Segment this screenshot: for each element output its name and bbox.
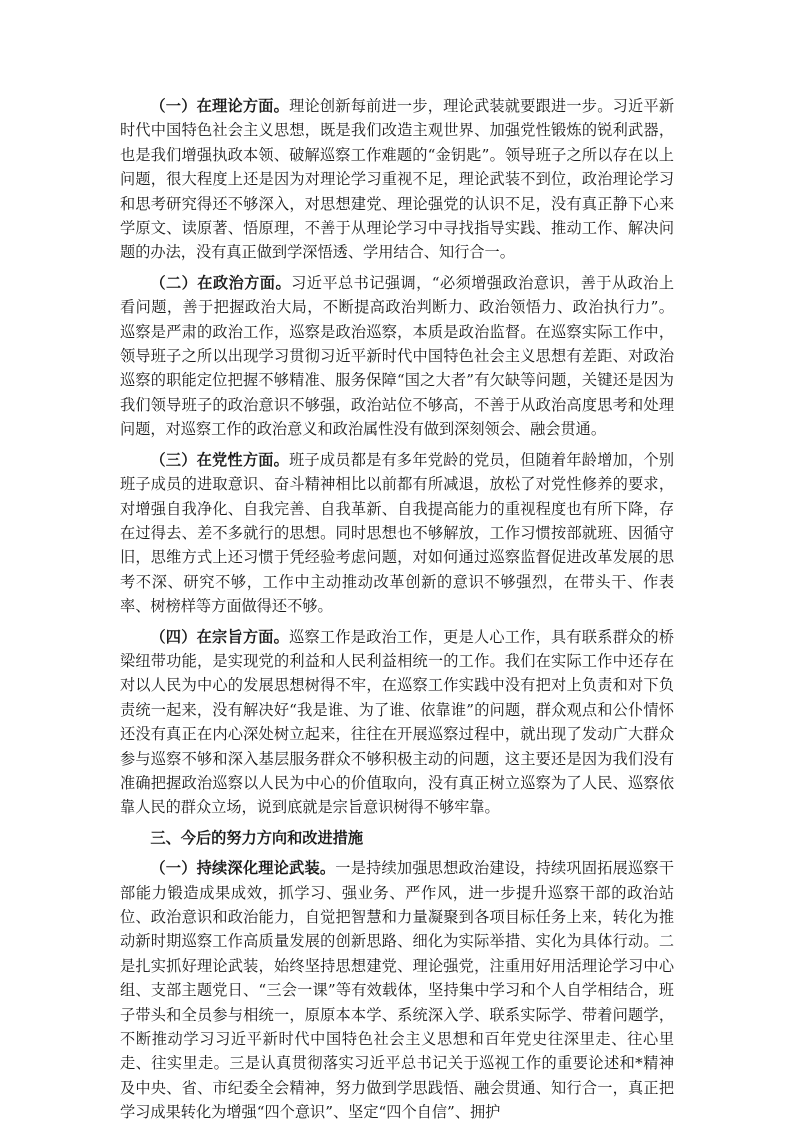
paragraph-lead: （一）持续深化理论武装。: [150, 859, 336, 878]
paragraph-text: 班子成员都是有多年党龄的党员，但随着年龄增加，个别班子成员的进取意识、奋斗精神相比以前都有所减退，放松了对党性修养的要求，对增强自我净化、自我完善、自我革新、自我提高能力的重视程度也有所下降，存在过得去、差不多就行的思想。同时思想也不够解放，工作习惯按部就班、因循守旧，思维方式上还习惯于凭经验考虑问题，对如何通过巡察监督促进改革发展的思考不深、研究不够，工作中主动推动改革创新的意识不够强烈，在带头干、作表率、树榜样等方面做得还不够。: [120, 450, 675, 616]
paragraph-theory-armament: [120, 856, 674, 1124]
paragraph-lead: （三）在党性方面。: [150, 450, 290, 469]
section-heading: 三、今后的努力方向和改进措施: [150, 828, 364, 847]
paragraph-politics: [120, 271, 674, 442]
paragraph-text: 理论创新每前进一步，理论武装就要跟进一步。习近平新时代中国特色社会主义思想，既是我们改造主观世界、加强党性锻炼的锐利武器，也是我们增强执政本领、破解巡察工作难题的“金钥匙”。领导班子之所以存在以上问题，很大程度上还是因为对理论学习重视不足，理论武装不到位，政治理论学习和思考研究得还不够深入，对思想建党、理论强党的认识不足，没有真正静下心来学原文、读原著、悟原理，不善于从理论学习中寻找指导实践、推动工作、解决问题的办法，没有真正做到学深悟透、学用结合、知行合一。: [120, 97, 675, 262]
paragraph-lead: （二）在政治方面。: [150, 273, 292, 292]
document-page: [120, 94, 674, 1131]
paragraph-lead: （一）在理论方面。: [150, 97, 290, 115]
paragraph-purpose: [120, 625, 674, 820]
paragraph-text: 习近平总书记强调，“必须增强政治意识，善于从政治上看问题，善于把握政治大局，不断提高政治判断力、政治领悟力、政治执行力”。巡察是严肃的政治工作，巡察是政治巡察，本质是政治监督。在巡察实际工作中，领导班子之所以出现学习贯彻习近平新时代中国特色社会主义思想有差距、对政治巡察的职能定位把握不够精准、服务保障“国之大者”有欠缺等问题，关键还是因为我们领导班子的政治意识不够强，政治站位不够高，不善于从政治高度思考和处理问题，对巡察工作的政治意义和政治属性没有做到深刻领会、融会贯通。: [120, 273, 675, 439]
paragraph-text: 一是持续加强思想政治建设，持续巩固拓展巡察干部能力锻造成果成效，抓学习、强业务、严作风，进一步提升巡察干部的政治站位、政治意识和政治能力，自觉把智慧和力量凝聚到各项目标任务上来，转化为推动新时期巡察工作高质量发展的创新思路、细化为实际举措、实化为具体行动。二是扎实抓好理论武装，始终坚持思想建党、理论强党，注重用好用活理论学习中心组、支部主题党日、“三会一课”等有效载体，坚持集中学习和个人自学相结合，班子带头和全员参与相统一，原原本本学、系统深入学、联系实际学、带着问题学，不断推动学习习近平新时代中国特色社会主义思想和百年党史往深里走、往心里走、往实里走。三是认真贯彻落实习近平总书记关于巡视工作的重要论述和*精神及中央、省、市纪委全会精神，努力做到学思践悟、融会贯通、知行合一，真正把学习成果转化为增强“四个意识”、坚定“四个自信”、拥护: [120, 859, 675, 1122]
paragraph-party-spirit: [120, 448, 674, 619]
paragraph-theory: [120, 94, 674, 265]
paragraph-text: 巡察工作是政治工作，更是人心工作，具有联系群众的桥梁纽带功能，是实现党的利益和人民利益相统一的工作。我们在实际工作中还存在对以人民为中心的发展思想树得不牢，在巡察工作实践中没有把对上负责和对下负责统一起来，没有解决好“我是谁、为了谁、依靠谁”的问题，群众观点和公仆情怀还没有真正在内心深处树立起来，往往在开展巡察过程中，就出现了发动广大群众参与巡察不够和深入基层服务群众不够积极主动的问题，这主要还是因为我们没有准确把握政治巡察以人民为中心的价值取向，没有真正树立巡察为了人民、巡察依靠人民的群众立场，说到底就是宗旨意识树得不够牢靠。: [120, 627, 675, 817]
paragraph-lead: （四）在宗旨方面。: [150, 627, 290, 646]
